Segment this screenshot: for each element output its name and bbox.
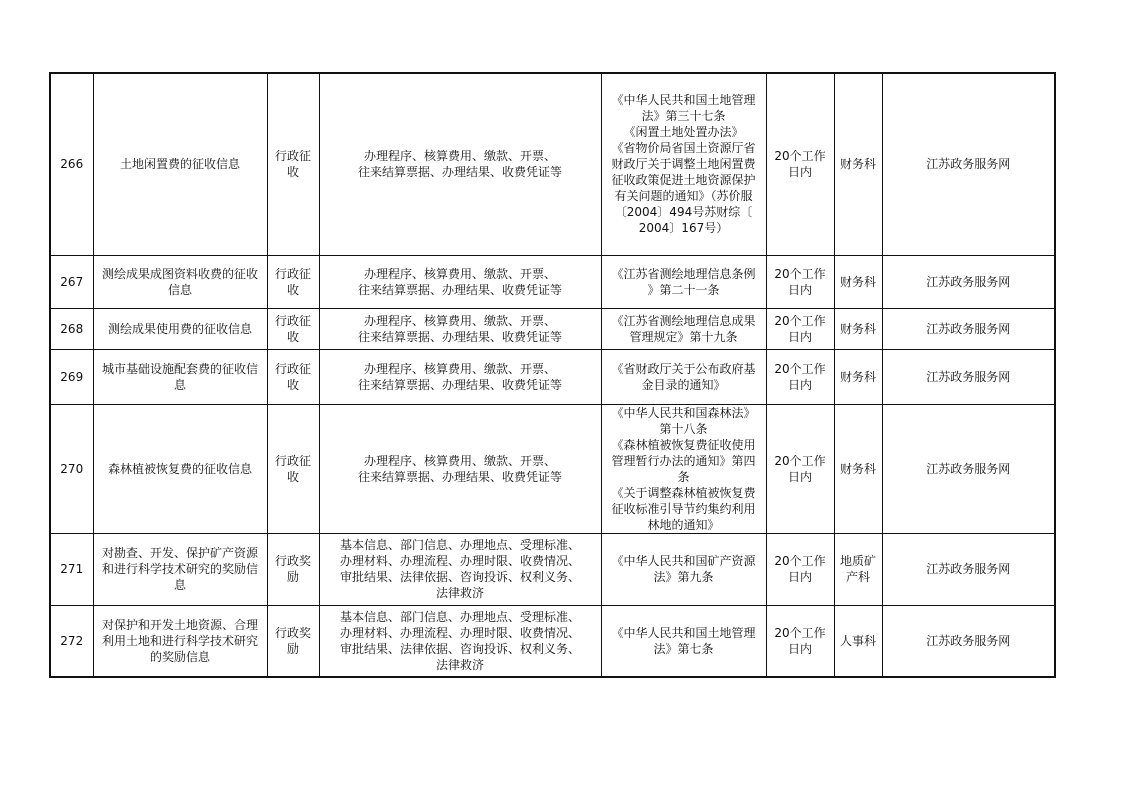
channel-cell: 江苏政务服务网: [882, 533, 1055, 605]
legal-basis-cell-line: 法》第九条: [653, 570, 714, 584]
department-cell: 财务科: [834, 349, 882, 404]
legal-basis-cell: [601, 533, 766, 605]
legal-basis-cell-line: 《中华人民共和国森林法》: [611, 405, 756, 420]
channel-cell: 江苏政务服务网: [882, 349, 1055, 404]
table-row: [50, 533, 1055, 605]
content-cell: [319, 404, 601, 533]
legal-basis-cell-line: 《森林植被恢复费征收使用: [611, 437, 756, 452]
department-cell: 财务科: [834, 308, 882, 349]
content-cell-line: 往来结算票据、办理结果、收费凭证等: [357, 329, 562, 344]
content-cell-line: 审批结果、法律依据、咨询投诉、权利义务、: [339, 570, 580, 584]
category-cell: 行政征收: [267, 349, 319, 404]
table-body: [50, 73, 1055, 677]
legal-basis-cell-line: 《江苏省测绘地理信息条例: [611, 266, 756, 281]
item-name-cell: 城市基础设施配套费的征收信息: [93, 349, 267, 404]
department-cell: 财务科: [834, 404, 882, 533]
legal-basis-cell-line: 有关问题的通知》（苏价服: [614, 189, 753, 204]
legal-basis-cell-line: 征收标准引导节约集约利用: [611, 501, 756, 516]
time-limit-cell: 20个工作日内: [766, 349, 834, 404]
content-cell-line: 基本信息、部门信息、办理地点、受理标准、: [339, 538, 580, 552]
item-name-cell: 测绘成果成图资料收费的征收信息: [93, 255, 267, 308]
legal-basis-cell: [601, 308, 766, 349]
item-name-cell: 森林植被恢复费的征收信息: [93, 404, 267, 533]
row-number-cell: 266: [50, 73, 93, 255]
legal-basis-cell-line: 《省物价局省国土资源厅省: [611, 141, 756, 156]
content-cell-line: 办理材料、办理流程、办理时限、收费情况、: [339, 554, 580, 568]
legal-basis-cell-line: 法》第七条: [653, 641, 714, 656]
legal-basis-cell-line: 条: [677, 469, 690, 484]
content-cell: [319, 605, 601, 677]
legal-basis-cell-line: 《中华人民共和国土地管理: [611, 625, 756, 640]
department-cell: 人事科: [834, 605, 882, 677]
category-cell: 行政奖励: [267, 533, 319, 605]
legal-basis-cell-line: 《中华人民共和国土地管理: [611, 93, 756, 108]
legal-basis-cell-line: 林地的通知》: [647, 517, 720, 532]
table-row: [50, 349, 1055, 404]
row-number-cell: 268: [50, 308, 93, 349]
legal-basis-cell: [601, 255, 766, 308]
table-row: [50, 605, 1055, 677]
legal-basis-cell: [601, 605, 766, 677]
channel-cell: 江苏政务服务网: [882, 255, 1055, 308]
channel-cell: 江苏政务服务网: [882, 73, 1055, 255]
time-limit-cell: 20个工作日内: [766, 255, 834, 308]
content-cell-line: 法律救济: [435, 586, 484, 600]
content-cell-line: 审批结果、法律依据、咨询投诉、权利义务、: [339, 641, 580, 656]
content-cell: [319, 533, 601, 605]
content-cell-line: 法律救济: [435, 657, 484, 672]
content-cell-line: 办理程序、核算费用、缴款、开票、: [363, 361, 556, 376]
table-row: [50, 404, 1055, 533]
row-number-cell: 270: [50, 404, 93, 533]
item-name-cell: 土地闲置费的征收信息: [93, 73, 267, 255]
legal-basis-cell: [601, 73, 766, 255]
time-limit-cell: 20个工作日内: [766, 73, 834, 255]
content-cell-line: 往来结算票据、办理结果、收费凭证等: [357, 165, 562, 180]
legal-basis-cell: [601, 349, 766, 404]
category-cell: 行政征收: [267, 73, 319, 255]
table-row: [50, 255, 1055, 308]
time-limit-cell: 20个工作日内: [766, 533, 834, 605]
content-cell-line: 办理程序、核算费用、缴款、开票、: [363, 313, 556, 328]
category-cell: 行政奖励: [267, 605, 319, 677]
table-row: [50, 73, 1055, 255]
legal-basis-cell-line: 》第二十一条: [647, 282, 720, 297]
time-limit-cell: 20个工作日内: [766, 308, 834, 349]
channel-cell: 江苏政务服务网: [882, 605, 1055, 677]
legal-basis-cell-line: 《中华人民共和国矿产资源: [611, 554, 756, 568]
time-limit-cell: 20个工作日内: [766, 605, 834, 677]
legal-basis-cell-line: 第十八条: [659, 421, 708, 436]
time-limit-cell: 20个工作日内: [766, 404, 834, 533]
item-name-cell: 对勘查、开发、保护矿产资源和进行科学技术研究的奖励信息: [93, 533, 267, 605]
content-cell-line: 办理程序、核算费用、缴款、开票、: [363, 149, 556, 164]
legal-basis-cell-line: 金目录的通知》: [641, 377, 726, 392]
legal-basis-cell-line: 法》第三十七条: [641, 109, 726, 124]
item-name-cell: 测绘成果使用费的征收信息: [93, 308, 267, 349]
legal-basis-cell-line: 《闲置土地处置办法》: [623, 125, 744, 140]
legal-basis-cell: [601, 404, 766, 533]
legal-basis-cell-line: 《关于调整森林植被恢复费: [611, 485, 756, 500]
legal-basis-cell-line: 《江苏省测绘地理信息成果: [611, 313, 756, 328]
content-cell-line: 往来结算票据、办理结果、收费凭证等: [357, 282, 562, 297]
legal-basis-cell-line: 财政厅关于调整土地闲置费: [611, 157, 756, 172]
legal-basis-cell-line: 管理规定》第十九条: [629, 329, 738, 344]
content-cell-line: 办理材料、办理流程、办理时限、收费情况、: [339, 625, 580, 640]
content-cell-line: 往来结算票据、办理结果、收费凭证等: [357, 469, 562, 484]
department-cell: 财务科: [834, 73, 882, 255]
channel-cell: 江苏政务服务网: [882, 308, 1055, 349]
category-cell: 行政征收: [267, 308, 319, 349]
content-cell: [319, 255, 601, 308]
legal-basis-cell-line: 2004〕167号）: [638, 221, 729, 236]
channel-cell: 江苏政务服务网: [882, 404, 1055, 533]
legal-basis-cell-line: 征收政策促进土地资源保护: [611, 173, 756, 188]
row-number-cell: 267: [50, 255, 93, 308]
content-cell: [319, 73, 601, 255]
legal-basis-cell-line: 管理暂行办法的通知》第四: [611, 453, 756, 468]
content-cell-line: 往来结算票据、办理结果、收费凭证等: [357, 377, 562, 392]
content-cell-line: 基本信息、部门信息、办理地点、受理标准、: [339, 609, 580, 624]
disclosure-table: [49, 72, 1056, 678]
legal-basis-cell-line: 〔2004〕494号苏财综〔: [614, 205, 753, 220]
content-cell: [319, 349, 601, 404]
category-cell: 行政征收: [267, 404, 319, 533]
department-cell: 财务科: [834, 255, 882, 308]
category-cell: 行政征收: [267, 255, 319, 308]
content-cell-line: 办理程序、核算费用、缴款、开票、: [363, 453, 556, 468]
department-cell: 地质矿产科: [834, 533, 882, 605]
item-name-cell: 对保护和开发土地资源、合理利用土地和进行科学技术研究的奖励信息: [93, 605, 267, 677]
row-number-cell: 271: [50, 533, 93, 605]
content-cell: [319, 308, 601, 349]
table-row: [50, 308, 1055, 349]
row-number-cell: 269: [50, 349, 93, 404]
content-cell-line: 办理程序、核算费用、缴款、开票、: [363, 266, 556, 281]
legal-basis-cell-line: 《省财政厅关于公布政府基: [611, 361, 756, 376]
row-number-cell: 272: [50, 605, 93, 677]
